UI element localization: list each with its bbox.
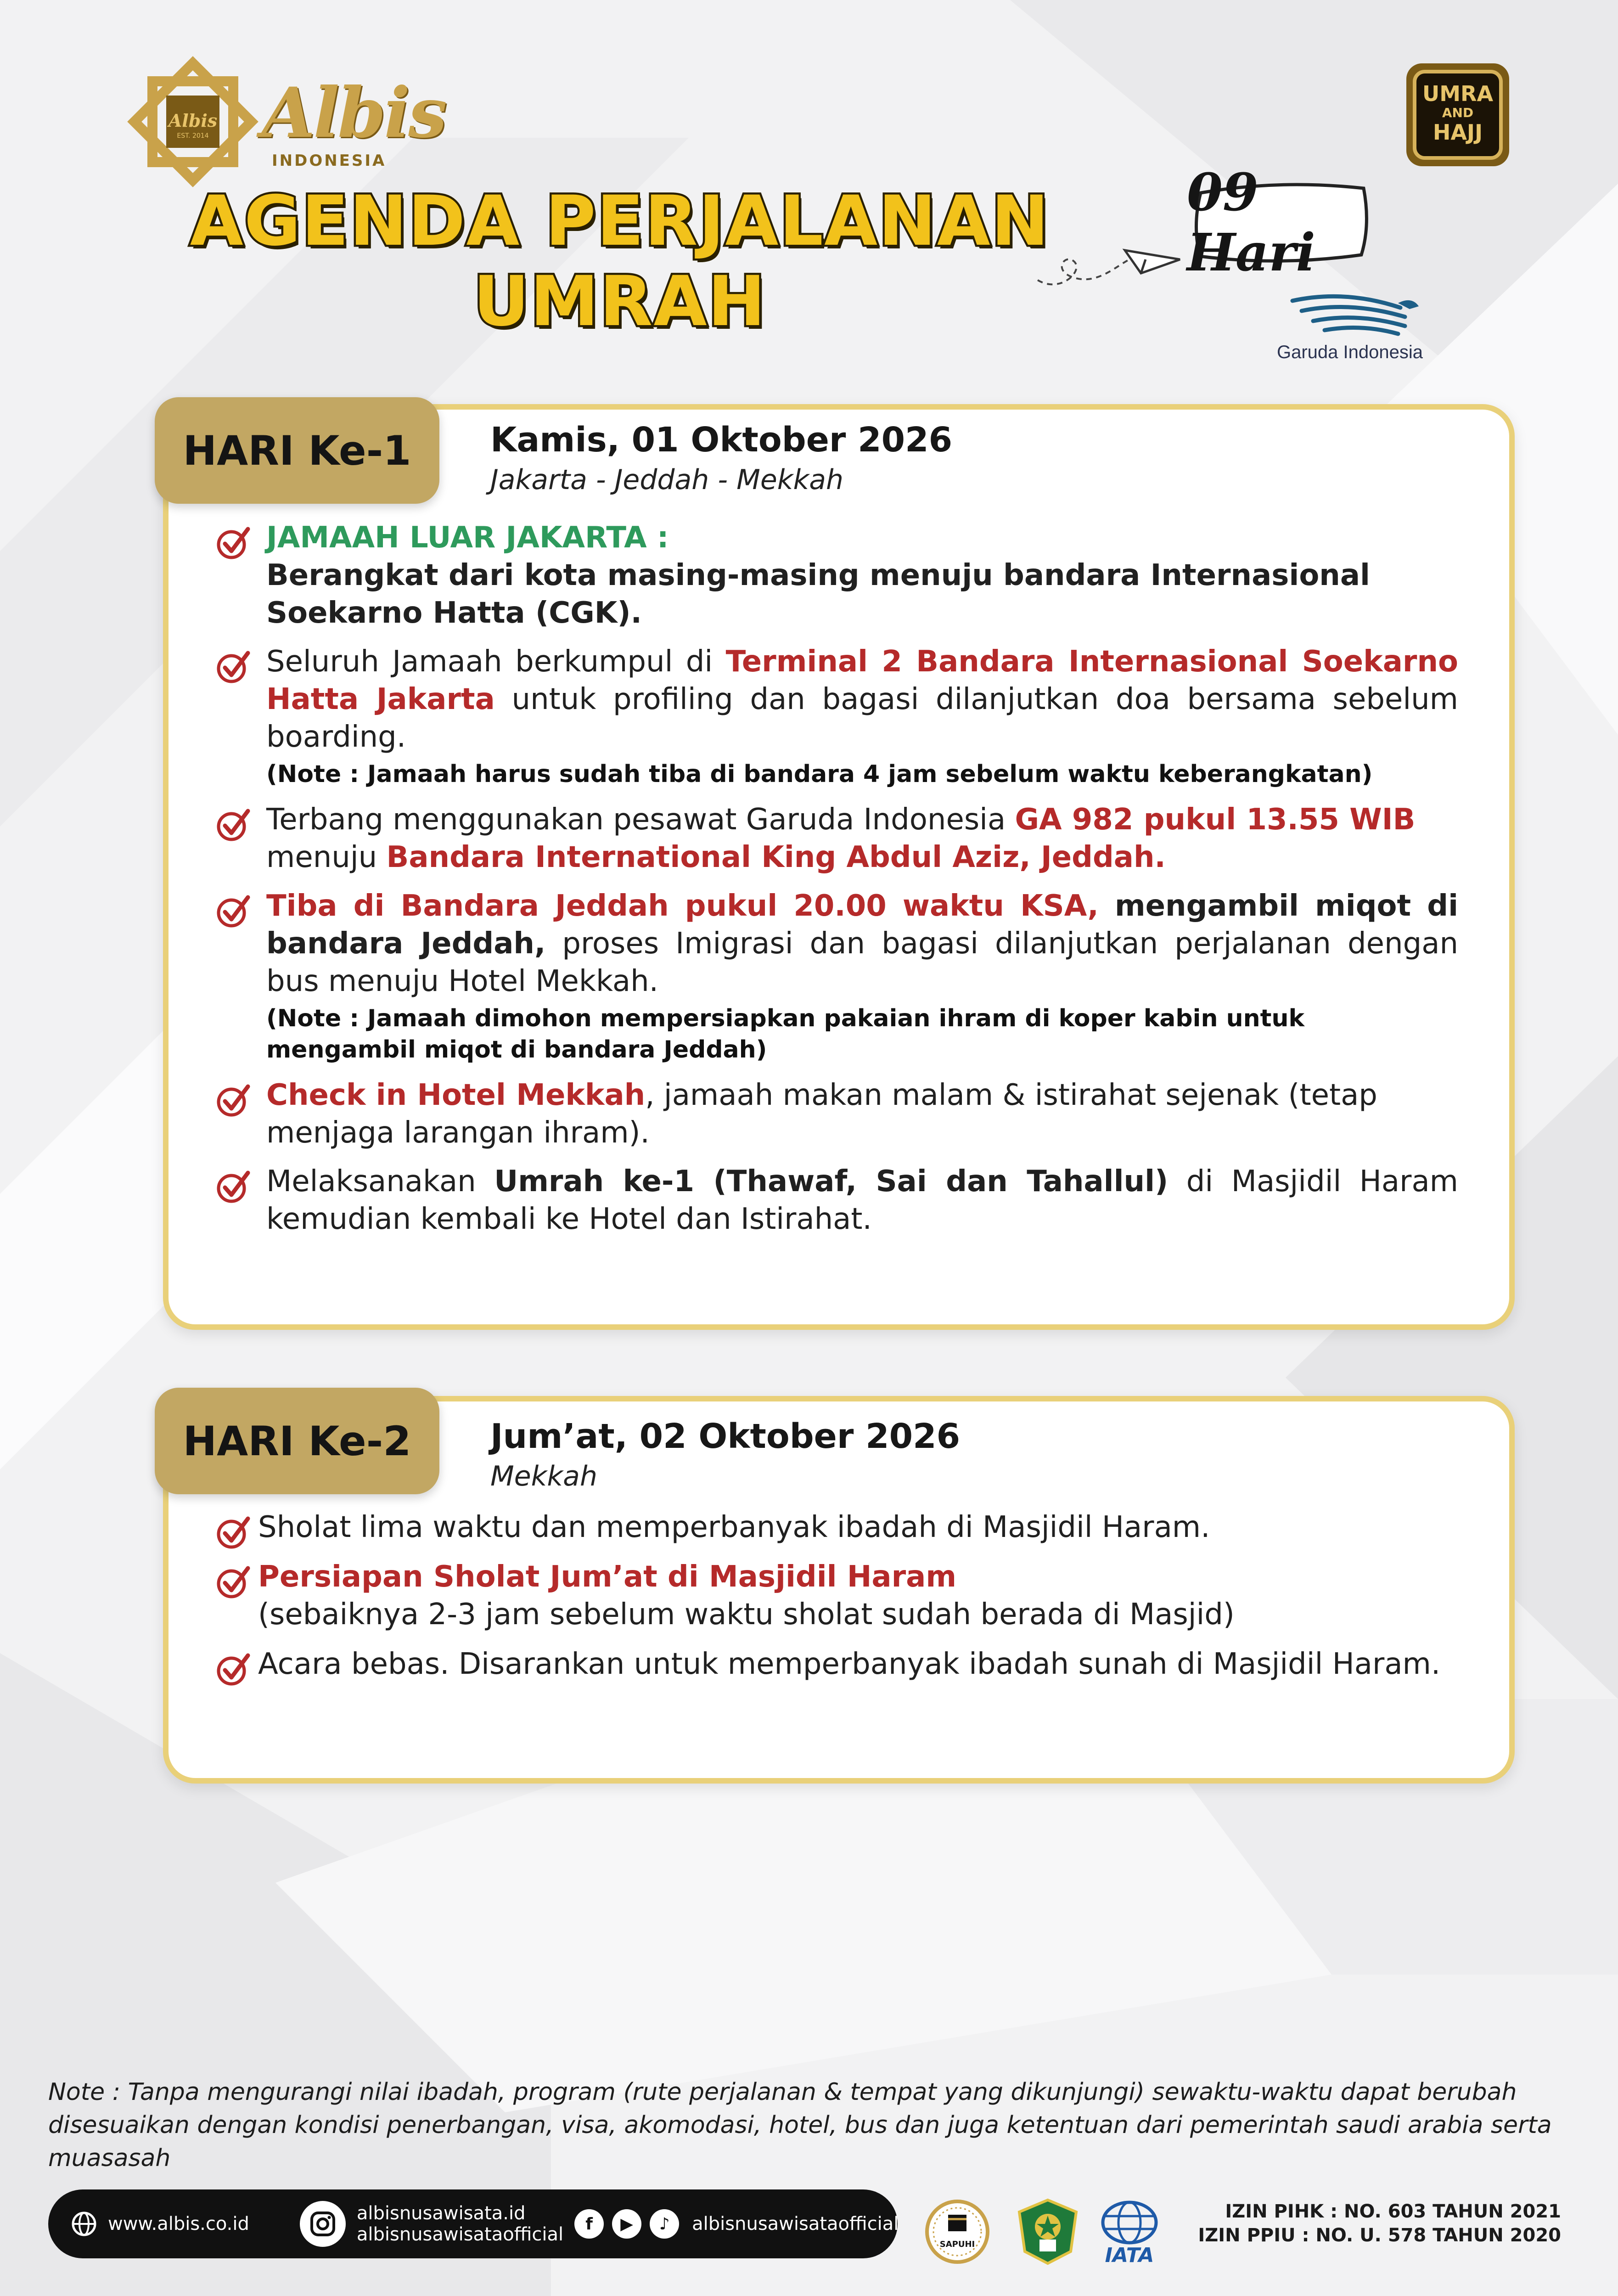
badge-line-1: UMRA xyxy=(1422,81,1494,106)
sapuhi-logo xyxy=(923,2197,992,2266)
logo-wordmark: Albis xyxy=(262,73,445,153)
instagram-link[interactable] xyxy=(300,2201,563,2247)
day1-date: Kamis, 01 Oktober 2026 xyxy=(490,420,953,460)
item-text: Berangkat dari kota masing-masing menuju bandara Internasional Soekarno Hatta (CGK). xyxy=(266,558,1370,630)
day2-agenda-list xyxy=(215,1508,1458,1683)
kemenag-emblem-icon xyxy=(1016,2197,1080,2266)
license-info xyxy=(1185,2200,1561,2247)
list-item xyxy=(215,1508,1458,1546)
umrah-hajj-badge xyxy=(1403,60,1513,170)
day1-agenda-list xyxy=(215,519,1458,1238)
sapuhi-emblem-icon xyxy=(923,2197,992,2266)
list-item xyxy=(215,1163,1458,1238)
item-text: (sebaiknya 2-3 jam sebelum waktu sholat sudah berada di Masjid) xyxy=(258,1598,1235,1632)
item-text: untuk profiling dan bagasi dilanjutkan doa bersama sebelum boarding. xyxy=(266,682,1459,754)
logo-subtitle: INDONESIA xyxy=(272,152,387,170)
day2-tag: HARI Ke-2 xyxy=(155,1388,439,1494)
check-circle-icon xyxy=(215,1168,252,1205)
logo-est: EST. 2014 xyxy=(177,132,209,140)
social-links[interactable] xyxy=(574,2209,899,2239)
item-highlight: Check in Hotel Mekkah xyxy=(266,1078,646,1112)
day1-tag: HARI Ke-1 xyxy=(155,397,439,504)
item-bold: Umrah ke-1 (Thawaf, Sai dan Tahallul) xyxy=(494,1165,1169,1199)
globe-icon xyxy=(70,2210,98,2238)
item-text: Melaksanakan xyxy=(266,1165,494,1199)
contact-bar xyxy=(48,2189,898,2258)
badge-line-2: AND xyxy=(1442,105,1474,120)
check-circle-icon xyxy=(215,1082,252,1119)
item-note: (Note : Jamaah harus sudah tiba di bandara 4 jam sebelum waktu keberangkatan) xyxy=(266,760,1373,788)
garuda-logo xyxy=(1267,282,1433,374)
footer-note: Note : Tanpa mengurangi nilai ibadah, program (rute perjalanan & tempat yang dikunjungi) sewaktu-waktu dapat berubah disesuaikan dengan kondisi penerbangan, visa, akomodasi, hotel, bus dan juga ketentuan dari pemerintah saudi arabia serta muasasah xyxy=(48,2078,1552,2172)
logo-monogram: Albis xyxy=(168,110,218,131)
day2-route: Mekkah xyxy=(490,1460,597,1492)
item-highlight: Bandara International King Abdul Aziz, Jeddah. xyxy=(386,840,1166,874)
title-line-2: UMRAH xyxy=(473,262,767,342)
youtube-icon: ▶ xyxy=(612,2209,641,2239)
badge-line-3: HAJJ xyxy=(1433,120,1483,145)
instagram-handle-1: albisnusawisata.id xyxy=(356,2203,526,2224)
list-item xyxy=(215,1076,1458,1152)
page-title xyxy=(184,181,1056,342)
check-circle-icon xyxy=(215,1651,252,1688)
paper-plane-icon xyxy=(1033,216,1185,294)
license-ppiu: IZIN PPIU : NO. U. 578 TAHUN 2020 xyxy=(1198,2225,1561,2246)
tiktok-icon: ♪ xyxy=(650,2209,679,2239)
iata-text: IATA xyxy=(1105,2244,1154,2267)
title-line-1: AGENDA PERJALANAN xyxy=(190,181,1050,261)
check-circle-icon xyxy=(215,806,252,843)
list-item xyxy=(215,1645,1458,1683)
website-link[interactable] xyxy=(70,2210,249,2238)
license-pihk: IZIN PIHK : NO. 603 TAHUN 2021 xyxy=(1225,2201,1561,2222)
airline-name: Garuda Indonesia xyxy=(1276,342,1423,362)
item-text: di Masjidil Haram kemudian kembali ke Hotel dan Istirahat. xyxy=(266,1165,1459,1236)
check-circle-icon xyxy=(215,648,252,685)
item-text: , jamaah makan malam & istirahat sejenak (tetap menjaga larangan ihram). xyxy=(266,1078,1377,1150)
item-highlight: Persiapan Sholat Jum’at di Masjidil Haram xyxy=(258,1560,957,1594)
item-text: proses Imigrasi dan bagasi dilanjutkan perjalanan dengan bus menuju Hotel Mekkah. xyxy=(266,927,1459,998)
list-item xyxy=(215,887,1458,1065)
duration-badge xyxy=(1187,163,1375,283)
list-item xyxy=(215,643,1458,790)
iata-globe-icon xyxy=(1088,2200,1171,2245)
sapuhi-text: SAPUHI xyxy=(939,2240,975,2249)
check-circle-icon xyxy=(215,524,252,561)
item-highlight: Terminal 2 Bandara Internasional Soekarno Hatta Jakarta xyxy=(266,645,1458,716)
item-highlight: GA 982 pukul 13.55 WIB xyxy=(1015,803,1416,837)
social-handle: albisnusawisataofficial xyxy=(692,2213,899,2234)
item-text: Sholat lima waktu dan memperbanyak ibadah di Masjidil Haram. xyxy=(258,1510,1210,1544)
check-circle-icon xyxy=(215,1564,252,1600)
item-heading: JAMAAH LUAR JAKARTA : xyxy=(266,521,669,555)
duration-text: 09 Hari xyxy=(1187,163,1315,283)
item-highlight: Tiba di Bandara Jeddah pukul 20.00 waktu KSA, xyxy=(266,889,1099,923)
item-text: Terbang menggunakan pesawat Garuda Indonesia xyxy=(266,803,1015,837)
list-item xyxy=(215,801,1458,876)
check-circle-icon xyxy=(215,1514,252,1551)
check-circle-icon xyxy=(215,893,252,929)
list-item xyxy=(215,1558,1458,1633)
item-text: Acara bebas. Disarankan untuk memperbanyak ibadah sunah di Masjidil Haram. xyxy=(258,1647,1441,1681)
instagram-icon xyxy=(300,2201,346,2247)
item-text: menuju xyxy=(266,840,387,874)
item-bold: mengambil miqot di bandara Jeddah, xyxy=(266,889,1459,961)
kemenag-logo xyxy=(1016,2197,1080,2266)
facebook-icon: f xyxy=(574,2209,604,2239)
albis-logo xyxy=(124,46,445,197)
instagram-handle-2: albisnusawisataofficial xyxy=(356,2224,564,2245)
iata-logo xyxy=(1088,2200,1171,2268)
item-text: Seluruh Jamaah berkumpul di xyxy=(266,645,726,679)
garuda-icon xyxy=(1267,282,1433,342)
list-item xyxy=(215,519,1458,632)
day2-date: Jum’at, 02 Oktober 2026 xyxy=(490,1417,961,1456)
day1-route: Jakarta - Jeddah - Mekkah xyxy=(490,464,844,496)
item-note: (Note : Jamaah dimohon mempersiapkan pakaian ihram di koper kabin untuk mengambil miqot di bandara Jeddah) xyxy=(266,1005,1305,1064)
website-text: www.albis.co.id xyxy=(108,2213,249,2234)
